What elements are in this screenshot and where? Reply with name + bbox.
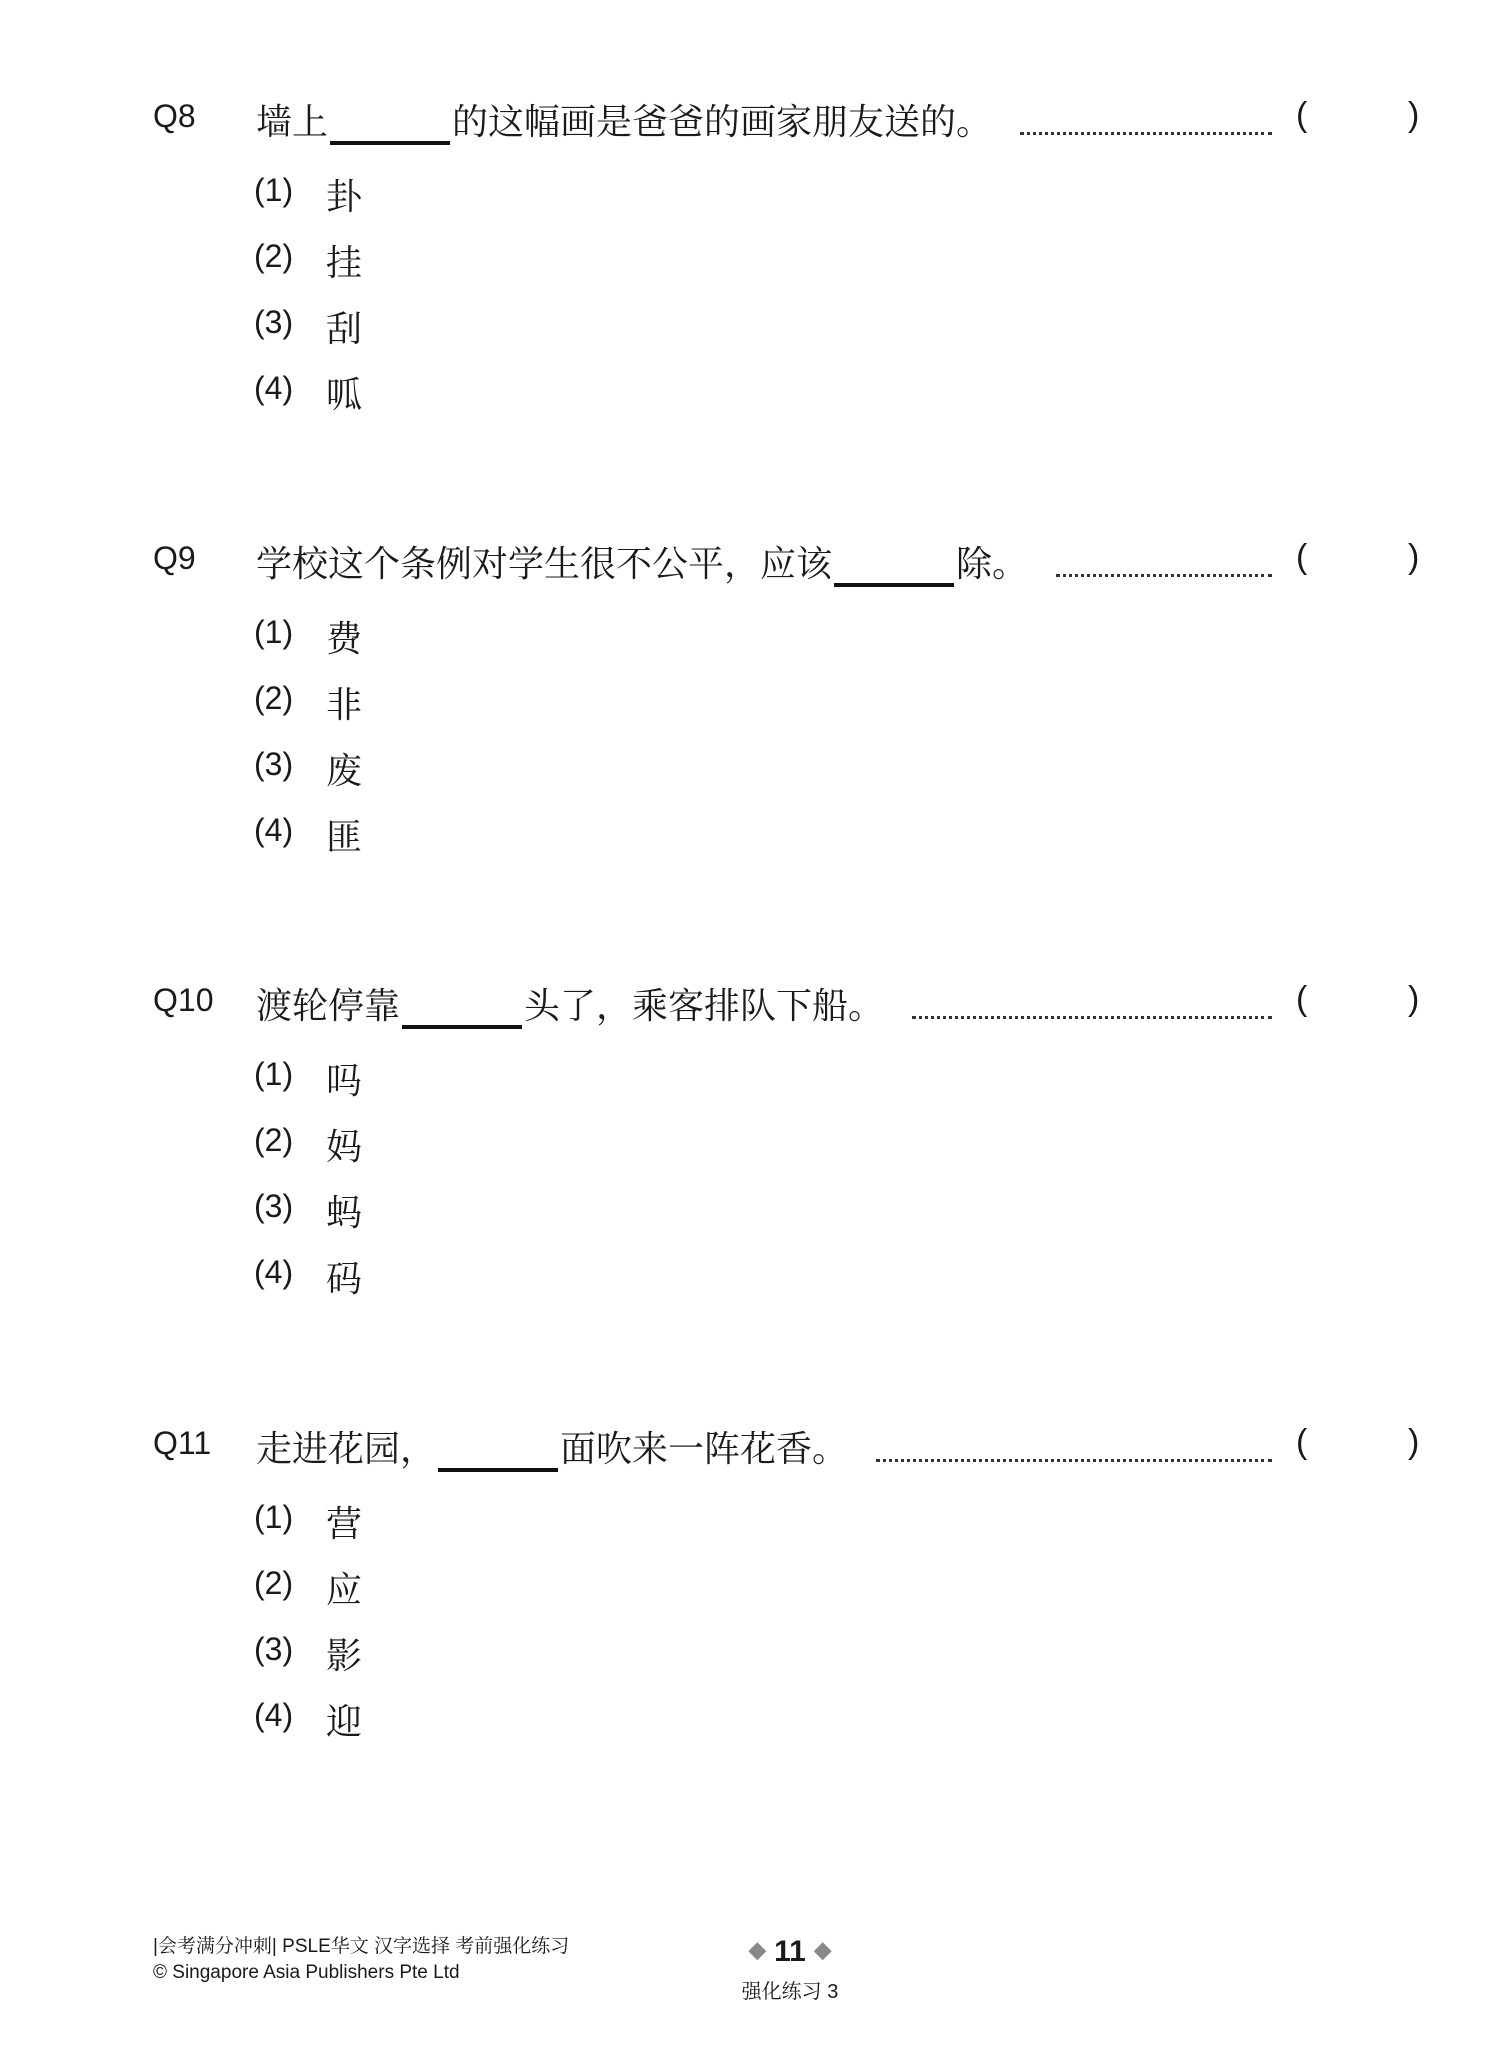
question-text-after: 头了，乘客排队下船。 [524, 986, 885, 1027]
option-number: (1) [254, 614, 294, 650]
option-number: (2) [254, 1565, 294, 1601]
question-line [0, 1421, 1498, 1471]
question-text-after: 面吹来一阵花香。 [560, 1429, 849, 1470]
question-number: Q8 [153, 98, 196, 134]
option-number: (3) [254, 746, 294, 782]
answer-blank [438, 1432, 558, 1472]
copyright: © Singapore Asia Publishers Pte Ltd [153, 1962, 460, 1983]
dotted-leader [876, 1459, 1272, 1462]
answer-paren-close: ) [1408, 96, 1420, 134]
question-text [256, 978, 1284, 1029]
question-text-after: 除。 [956, 544, 1029, 585]
answer-paren-open: ( [1296, 96, 1308, 134]
section-label: 强化练习 3 [741, 1981, 839, 2003]
option-number: (3) [254, 304, 294, 340]
question-q11 [0, 1421, 1498, 1743]
option-number: (1) [254, 172, 294, 208]
answer-paren-close: ) [1408, 980, 1420, 1018]
option-char: 费 [326, 619, 363, 660]
option-char: 迎 [326, 1702, 363, 1743]
question-q8 [0, 94, 1498, 416]
page-number-text: 11 [774, 1935, 806, 1968]
option-number: (3) [254, 1188, 294, 1224]
question-q9 [0, 536, 1498, 858]
question-text-after: 的这幅画是爸爸的画家朋友送的。 [452, 102, 993, 143]
page-number [720, 1935, 860, 1969]
option-1 [254, 1499, 363, 1545]
option-1 [254, 1056, 363, 1102]
option-2 [254, 680, 363, 726]
option-number: (4) [254, 1254, 294, 1290]
answer-paren-close: ) [1408, 538, 1420, 576]
option-char: 妈 [326, 1127, 363, 1168]
option-char: 应 [326, 1570, 363, 1611]
dotted-leader [912, 1016, 1272, 1019]
option-char: 影 [326, 1636, 363, 1677]
question-text-before: 墙上 [256, 102, 329, 143]
question-text-before: 渡轮停靠 [256, 986, 401, 1027]
option-char: 卦 [326, 177, 363, 218]
option-char: 非 [326, 685, 363, 726]
question-text [256, 536, 1284, 587]
question-line [0, 94, 1498, 144]
question-text [256, 94, 1284, 145]
option-char: 营 [326, 1504, 363, 1545]
option-char: 匪 [326, 817, 363, 858]
answer-blank [402, 989, 522, 1029]
option-number: (4) [254, 812, 294, 848]
question-text-before: 走进花园， [256, 1429, 437, 1470]
question-number: Q9 [153, 540, 196, 576]
diamond-icon: ◆ [814, 1937, 832, 1962]
option-2 [254, 1565, 363, 1611]
option-number: (1) [254, 1056, 294, 1092]
question-q10 [0, 978, 1498, 1300]
question-text-before: 学校这个条例对学生很不公平，应该 [256, 544, 833, 585]
option-3 [254, 1631, 363, 1677]
option-4 [254, 1697, 363, 1743]
question-text [256, 1421, 1284, 1472]
option-char: 废 [326, 751, 363, 792]
option-number: (2) [254, 1122, 294, 1158]
question-number: Q11 [153, 1425, 212, 1461]
question-number: Q10 [153, 982, 214, 1018]
option-number: (1) [254, 1499, 294, 1535]
footer-left [153, 1934, 569, 1986]
option-char: 码 [326, 1259, 363, 1300]
option-number: (2) [254, 238, 294, 274]
option-number: (4) [254, 1697, 294, 1733]
answer-paren-open: ( [1296, 980, 1308, 1018]
dotted-leader [1020, 132, 1272, 135]
book-title: |会考满分冲刺| PSLE华文 汉字选择 考前强化练习 [153, 1936, 570, 1957]
diamond-icon: ◆ [748, 1937, 766, 1962]
option-1 [254, 172, 363, 218]
option-number: (4) [254, 370, 294, 406]
option-3 [254, 746, 363, 792]
answer-paren-open: ( [1296, 538, 1308, 576]
option-4 [254, 1254, 363, 1300]
question-line [0, 978, 1498, 1028]
question-line [0, 536, 1498, 586]
option-3 [254, 304, 363, 350]
option-number: (2) [254, 680, 294, 716]
option-1 [254, 614, 363, 660]
option-2 [254, 1122, 363, 1168]
option-number: (3) [254, 1631, 294, 1667]
option-char: 挂 [326, 243, 363, 284]
option-char: 吗 [326, 1061, 363, 1102]
answer-blank [834, 547, 954, 587]
dotted-leader [1056, 574, 1272, 577]
answer-paren-close: ) [1408, 1423, 1420, 1461]
option-4 [254, 370, 363, 416]
option-3 [254, 1188, 363, 1234]
option-4 [254, 812, 363, 858]
option-char: 呱 [326, 375, 363, 416]
option-char: 蚂 [326, 1193, 363, 1234]
option-char: 刮 [326, 309, 363, 350]
answer-blank [330, 105, 450, 145]
answer-paren-open: ( [1296, 1423, 1308, 1461]
option-2 [254, 238, 363, 284]
